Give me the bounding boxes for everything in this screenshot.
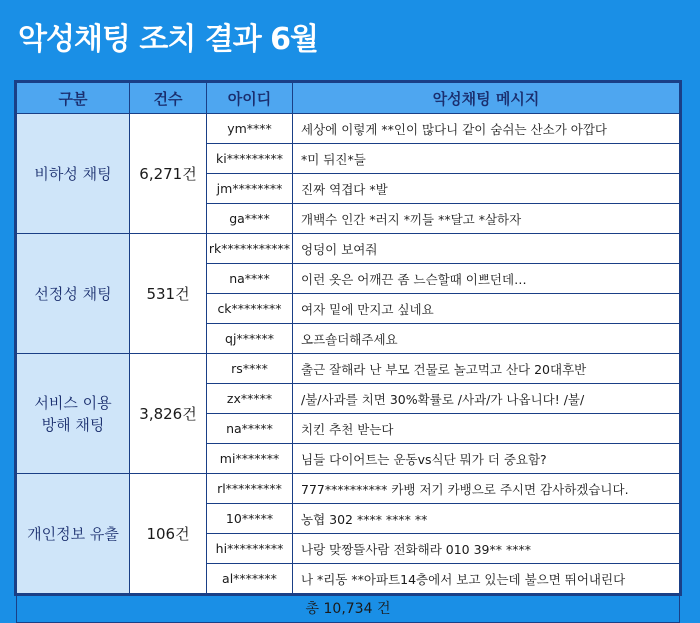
total-row [17,594,680,623]
user-id-cell: rl********* [207,474,293,504]
header-user-id: 아이디 [207,83,293,114]
user-id-cell: rs**** [207,354,293,384]
header-message: 악성채팅 메시지 [293,83,680,114]
count-cell: 3,826건 [130,354,207,474]
message-cell: 출근 잘해라 난 부모 건물로 놀고먹고 산다 20대후반 [293,354,680,384]
message-cell: 이런 옷은 어깨끈 좀 느슨할때 이쁘던데… [293,264,680,294]
message-cell: 엉덩이 보여줘 [293,234,680,264]
results-table [16,82,680,623]
user-id-cell: mi******* [207,444,293,474]
message-cell: 777********** 카뱅 저기 카뱅으로 주시면 감사하겠습니다. [293,474,680,504]
table-row [17,474,680,504]
table-header-row [17,83,680,114]
message-cell: 개백수 인간 *러지 *끼들 **달고 *살하자 [293,204,680,234]
user-id-cell: ga**** [207,204,293,234]
user-id-cell: qj****** [207,324,293,354]
user-id-cell: ck******** [207,294,293,324]
message-cell: 농협 302 **** **** ** [293,504,680,534]
user-id-cell: 10***** [207,504,293,534]
category-cell: 선정성 채팅 [17,234,130,354]
count-cell: 531건 [130,234,207,354]
user-id-cell: rk*********** [207,234,293,264]
user-id-cell: hi********* [207,534,293,564]
category-cell: 서비스 이용 방해 채팅 [17,354,130,474]
count-cell: 6,271건 [130,114,207,234]
user-id-cell: ki********* [207,144,293,174]
count-cell: 106건 [130,474,207,594]
user-id-cell: zx***** [207,384,293,414]
message-cell: 세상에 이렇게 **인이 많다니 같이 숨쉬는 산소가 아깝다 [293,114,680,144]
message-cell: /불/사과를 치면 30%확률로 /사과/가 나옵니다! /불/ [293,384,680,414]
user-id-cell: al******* [207,564,293,594]
user-id-cell: na**** [207,264,293,294]
table-row [17,114,680,144]
message-cell: 님들 다이어트는 운동vs식단 뭐가 더 중요함? [293,444,680,474]
message-cell: 치킨 추천 받는다 [293,414,680,444]
message-cell: 여자 밑에 만지고 싶네요 [293,294,680,324]
category-cell: 비하성 채팅 [17,114,130,234]
header-category: 구분 [17,83,130,114]
table-row [17,234,680,264]
table-row [17,354,680,384]
message-cell: 나 *리동 **아파트14층에서 보고 있는데 불으면 뛰어내린다 [293,564,680,594]
category-cell: 개인정보 유출 [17,474,130,594]
header-count: 건수 [130,83,207,114]
message-cell: 오프숄더해주세요 [293,324,680,354]
results-table-container [14,80,682,617]
user-id-cell: jm******** [207,174,293,204]
page-title: 악성채팅 조치 결과 6월 [18,22,319,57]
total-cell: 총 10,734 건 [17,594,680,623]
message-cell: *미 뒤진*들 [293,144,680,174]
message-cell: 나랑 맞짱뜰사람 전화해라 010 39** **** [293,534,680,564]
user-id-cell: ym**** [207,114,293,144]
user-id-cell: na***** [207,414,293,444]
message-cell: 진짜 역겹다 *발 [293,174,680,204]
